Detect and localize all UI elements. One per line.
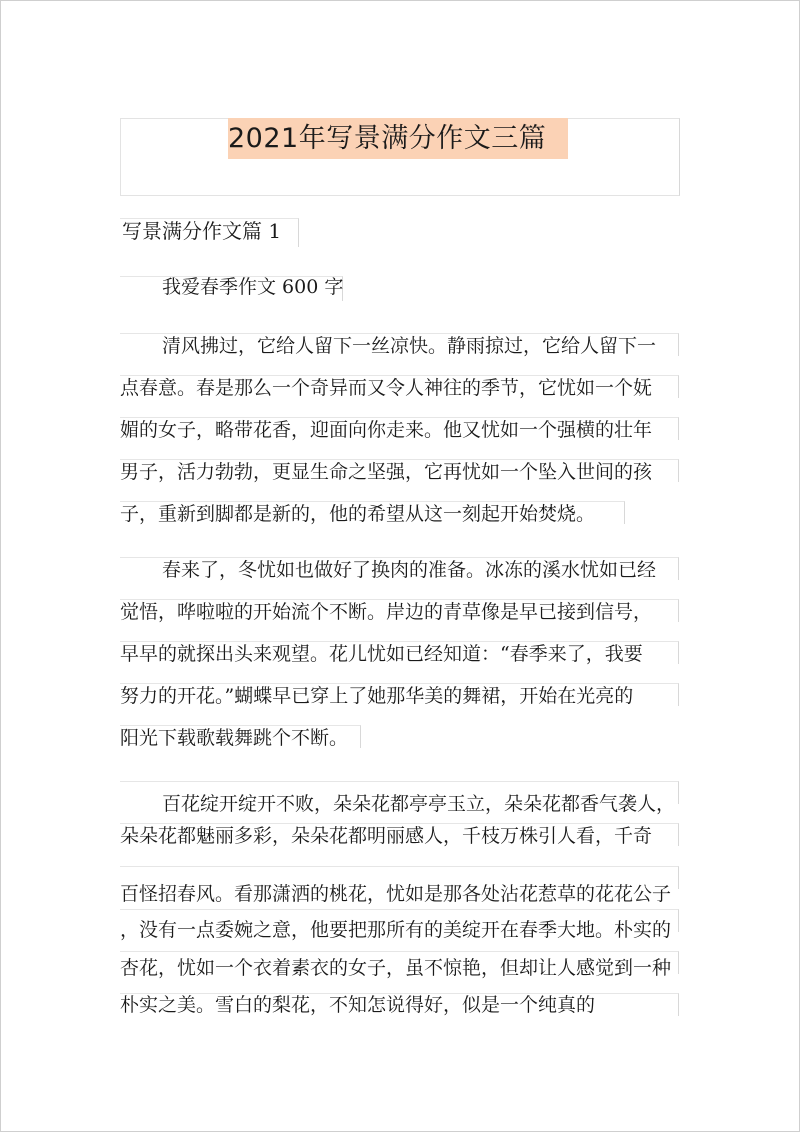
text-line: 百怪招春风。看那潇洒的桃花，忧如是那各处沾花惹草的花花公子 [120,883,672,905]
section-heading: 写景满分作文篇 1 [122,219,282,243]
text-line: 觉悟，哗啦啦的开始流个不断。岸边的青草像是早已接到信号， [120,601,653,623]
text-line: 清风拂过，它给人留下一丝凉快。静雨掠过，它给人留下一 [162,335,657,357]
text-line: 春来了，冬忧如也做好了换肉的准备。冰冻的溪水忧如已经 [162,559,657,581]
text-line: 阳光下载歌载舞跳个不断。 [120,727,349,749]
document-title: 2021年写景满分作文三篇 [228,118,568,159]
text-line: 努力的开花。”蝴蝶早已穿上了她那华美的舞裙，开始在光亮的 [120,685,634,707]
text-line: 媚的女子，略带花香，迎面向你走来。他又忧如一个强横的壮年 [120,419,653,441]
text-line: 子，重新到脚都是新的，他的希望从这一刻起开始焚烧。 [120,503,596,525]
essay-title: 我爱春季作文 600 字 [162,276,344,298]
text-line: 早早的就探出头来观望。花儿忧如已经知道：“春季来了，我要 [120,643,643,665]
text-line: 男子，活力勃勃，更显生命之坚强，它再忧如一个坠入世间的孩 [120,461,653,483]
text-line: 朴实之美。雪白的梨花，不知怎说得好，似是一个纯真的 [120,994,596,1016]
text-line: 朵朵花都魅丽多彩，朵朵花都明丽感人，千枝万株引人看，千奇 [120,825,653,847]
text-line: 杏花，忧如一个衣着素衣的女子，虽不惊艳，但却让人感觉到一种 [120,957,672,979]
text-line: 百花绽开绽开不败，朵朵花都亭亭玉立，朵朵花都香气袭人， [162,793,676,815]
text-line: ，没有一点委婉之意，他要把那所有的美绽开在春季大地。朴实的 [120,919,672,941]
text-line: 点春意。春是那么一个奇异而又令人神往的季节，它忧如一个妩 [120,377,653,399]
